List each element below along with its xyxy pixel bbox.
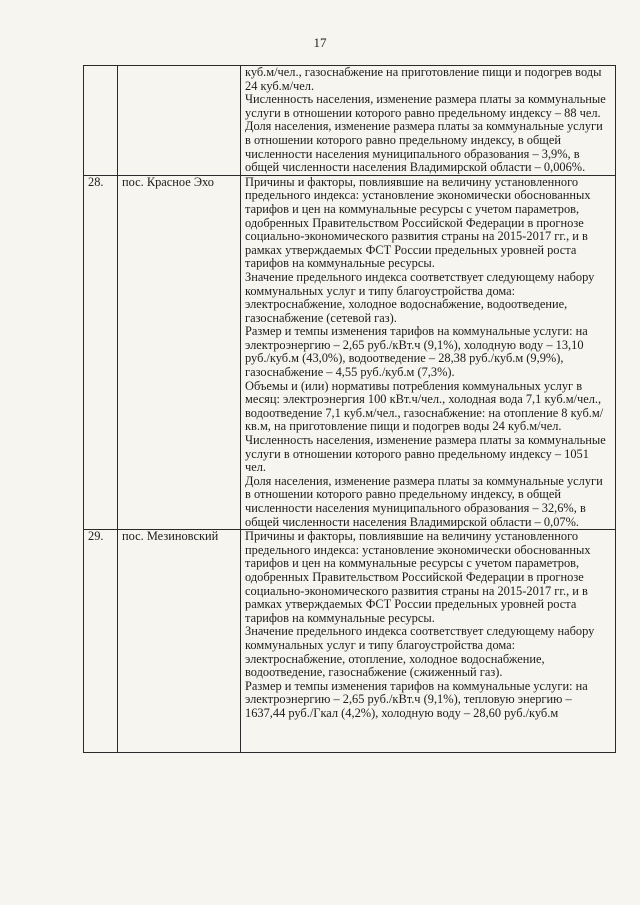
paragraph: Размер и темпы изменения тарифов на коммунальные услуги: на электроэнергию – 2,65 руб./кВт.ч (9,1%), тепловую энергию – 1637,44 руб./Гкал (4,2%), холодную воду – 28,60 руб./куб.м — [245, 678, 588, 720]
description-cell — [241, 530, 616, 753]
row-number: 28. — [84, 175, 118, 529]
settlement-name: пос. Мезиновский — [118, 530, 241, 753]
paragraph: Причины и факторы, повлиявшие на величину установленного предельного индекса: установление экономически обоснованных тарифов и цен на коммунальные ресурсы с учетом параметров, одобренных Правительством Российской Федерации в прогнозе социально-экономического развития страны на 2015-2017 гг., и в рамках утверждаемых ФСТ России предельных уровней роста тарифов на коммунальные ресурсы. — [245, 530, 591, 625]
paragraph: Значение предельного индекса соответствует следующему набору коммунальных услуг и типу благоустройства дома: электроснабжение, отопление, холодное водоснабжение, водоотведение, газоснабжение (сжиженный газ). — [245, 624, 595, 680]
paragraph: Размер и темпы изменения тарифов на коммунальные услуги: на электроэнергию – 2,65 руб./кВт.ч (9,1%), холодную воду – 13,10 руб./куб.м (43,0%), водоотведение – 28,38 руб./куб.м (9,9%), газоснабжение – 4,55 руб./куб.м (7,3%). — [245, 324, 588, 380]
settlements-table — [83, 65, 616, 753]
paragraph: куб.м/чел., газоснабжение на приготовление пищи и подогрев воды 24 куб.м/чел. — [245, 65, 602, 93]
paragraph: Численность населения, изменение размера платы за коммунальные услуги в отношении которого равно предельному индексу – 88 чел. — [245, 92, 606, 120]
page-number: 17 — [313, 35, 327, 50]
paragraph: Доля населения, изменение размера платы за коммунальные услуги в отношении которого равно предельному индексу, в общей численности населения муниципального образования – 32,6%, в общей численности населения Владимирской области – 0,07%. — [245, 473, 603, 529]
paragraph: Численность населения, изменение размера платы за коммунальные услуги в отношении которого равно предельному индексу – 1051 чел. — [245, 433, 606, 475]
table-row — [84, 175, 616, 529]
row-number — [84, 66, 118, 176]
paragraph: Доля населения, изменение размера платы за коммунальные услуги в отношении которого равно предельному индексу, в общей численности населения муниципального образования – 3,9%, в общей численности населения Владимирской области – 0,006%. — [245, 119, 603, 175]
table-row — [84, 66, 616, 176]
paragraph: Значение предельного индекса соответствует следующему набору коммунальных услуг и типу благоустройства дома: электроснабжение, холодное водоснабжение, водоотведение, газоснабжение (сетевой газ). — [245, 269, 595, 325]
settlement-name: пос. Красное Эхо — [118, 175, 241, 529]
description-cell — [241, 175, 616, 529]
table-row — [84, 530, 616, 753]
settlement-name — [118, 66, 241, 176]
description-cell — [241, 66, 616, 176]
row-number: 29. — [84, 530, 118, 753]
paragraph: Объемы и (или) нормативы потребления коммунальных услуг в месяц: электроэнергия 100 кВт.ч/чел., холодная вода 7,1 куб.м/чел., водоотведение 7,1 куб.м/чел., газоснабжение: на отопление 8 куб.м/кв.м, на приготовление пищи и подогрев воды 24 куб.м/чел. — [245, 378, 604, 434]
paragraph: Причины и факторы, повлиявшие на величину установленного предельного индекса: установление экономически обоснованных тарифов и цен на коммунальные ресурсы с учетом параметров, одобренных Правительством Российской Федерации в прогнозе социально-экономического развития страны на 2015-2017 гг., и в рамках утверждаемых ФСТ России предельных уровней роста тарифов на коммунальные ресурсы. — [245, 174, 591, 271]
